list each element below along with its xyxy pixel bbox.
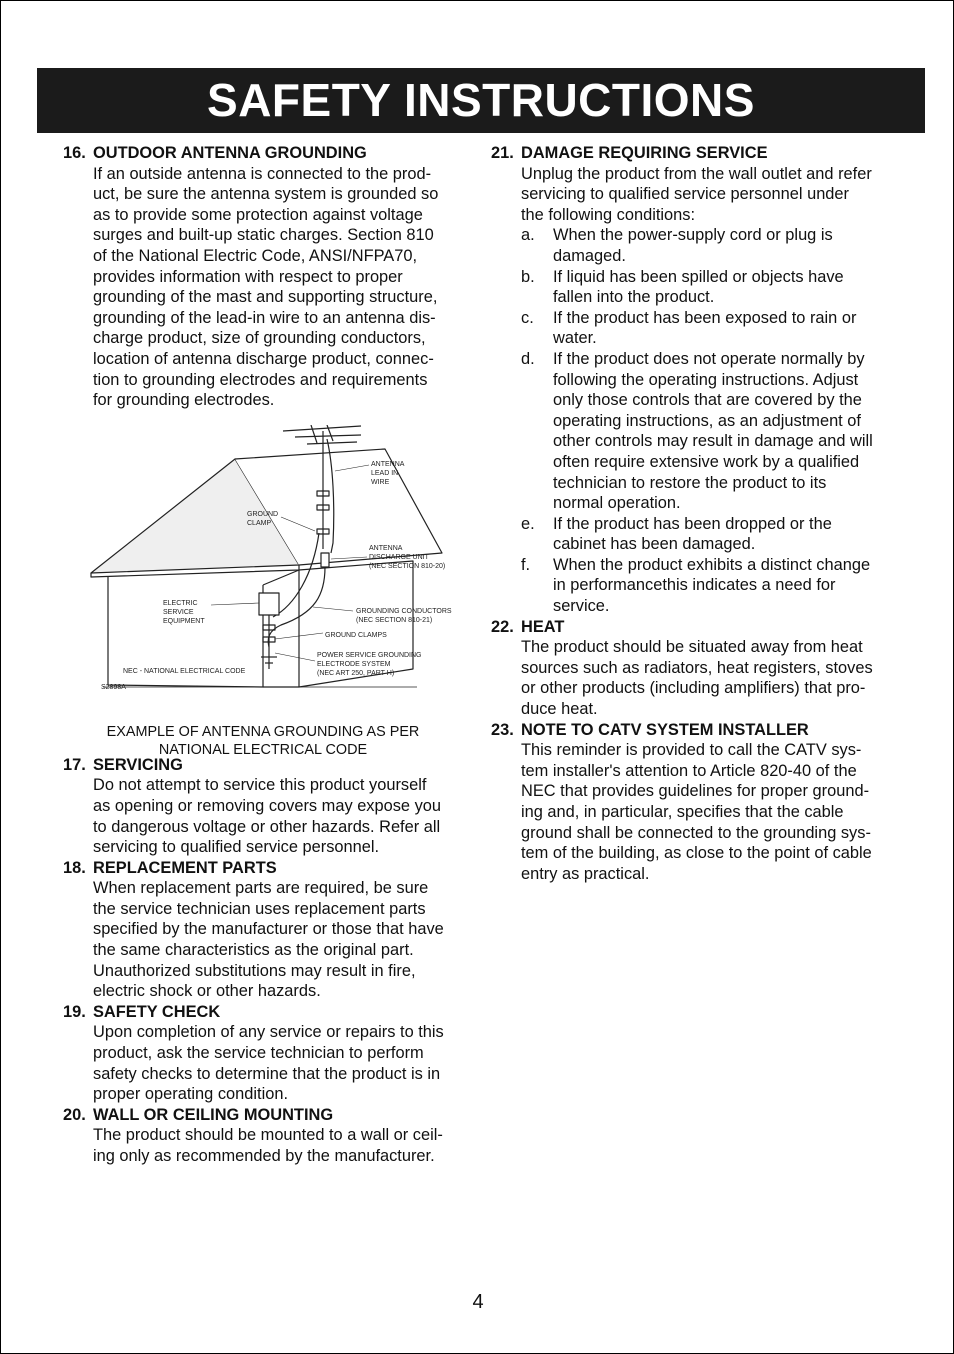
text-line: the following conditions: bbox=[521, 205, 696, 224]
section-20 bbox=[63, 1105, 463, 1167]
text-line: The product should be mounted to a wall or ceil- bbox=[93, 1126, 443, 1145]
label-ground-clamps: GROUND CLAMPS bbox=[325, 631, 387, 639]
list-item-c bbox=[521, 308, 893, 349]
section-title: SERVICING bbox=[93, 755, 183, 774]
section-heading bbox=[63, 858, 463, 879]
section-heading bbox=[491, 720, 893, 741]
text-line: NEC that provides guidelines for proper ground- bbox=[521, 782, 870, 801]
section-title: REPLACEMENT PARTS bbox=[93, 858, 277, 877]
text-line: proper operating condition. bbox=[93, 1085, 288, 1104]
text-line: sources such as radiators, heat registers, stoves bbox=[521, 658, 873, 677]
section-heading bbox=[491, 617, 893, 638]
section-number: 16. bbox=[63, 144, 86, 162]
section-number: 23. bbox=[491, 720, 514, 739]
text-line: often require extensive work by a qualified bbox=[553, 452, 860, 471]
list-letter: a. bbox=[521, 226, 535, 245]
section-number: 20. bbox=[63, 1105, 86, 1124]
text-line: servicing to qualified service personnel under bbox=[521, 185, 849, 204]
section-18 bbox=[63, 858, 463, 1002]
list-letter: c. bbox=[521, 308, 534, 327]
page-title: SAFETY INSTRUCTIONS bbox=[207, 74, 755, 126]
section-title: OUTDOOR ANTENNA GROUNDING bbox=[93, 144, 367, 162]
section-16 bbox=[63, 143, 463, 411]
text-line: in performancethis indicates a need for bbox=[553, 576, 836, 595]
text-line: This reminder is provided to call the CATV sys- bbox=[521, 741, 862, 760]
text-line: If the product has been dropped or the bbox=[553, 514, 832, 533]
label-discharge-unit: ANTENNA DISCHARGE UNIT (NEC SECTION 810-20) bbox=[369, 544, 446, 570]
figure-caption bbox=[63, 723, 463, 759]
list-item-d bbox=[521, 349, 893, 514]
section-number: 22. bbox=[491, 617, 514, 636]
text-line: of the National Electric Code, ANSI/NFPA70, bbox=[93, 246, 418, 265]
section-22 bbox=[491, 617, 893, 720]
list-text bbox=[553, 514, 893, 555]
section-title: HEAT bbox=[521, 617, 565, 636]
text-line: ing only as recommended by the manufacturer. bbox=[93, 1147, 435, 1165]
text-line: to dangerous voltage or other hazards. Refer all bbox=[93, 817, 441, 836]
text-line: When the power-supply cord or plug is bbox=[553, 226, 833, 245]
text-line: ing and, in particular, specifies that the cable bbox=[521, 803, 844, 821]
text-line: uct, be sure the antenna system is grounded so bbox=[93, 185, 439, 204]
section-body bbox=[93, 164, 463, 411]
label-power-service: POWER SERVICE GROUNDING ELECTRODE SYSTEM (NEC ART 250, PART H) bbox=[317, 651, 422, 677]
text-line: the same characteristics as the original part. bbox=[93, 941, 414, 960]
text-line: for grounding electrodes. bbox=[93, 391, 275, 410]
text-line: normal operation. bbox=[553, 494, 681, 513]
label-electric-service: ELECTRIC SERVICE EQUIPMENT bbox=[163, 599, 205, 625]
list-letter: f. bbox=[521, 555, 531, 574]
text-line: Unplug the product from the wall outlet and refer bbox=[521, 164, 872, 183]
text-line: If the product has been exposed to rain or bbox=[553, 308, 857, 327]
text-line: duce heat. bbox=[521, 700, 598, 719]
text-line: fallen into the product. bbox=[553, 288, 715, 307]
text-line: service. bbox=[553, 597, 610, 616]
text-line: If liquid has been spilled or objects have bbox=[553, 267, 844, 286]
list-item-f bbox=[521, 555, 893, 617]
section-heading bbox=[63, 1002, 463, 1023]
section-body bbox=[521, 637, 893, 719]
section-title: NOTE TO CATV SYSTEM INSTALLER bbox=[521, 720, 809, 739]
text-line: water. bbox=[553, 329, 597, 348]
list-text bbox=[553, 308, 893, 349]
section-heading bbox=[63, 1105, 463, 1126]
text-line: only those controls that are covered by the bbox=[553, 391, 862, 410]
text-line: ground shall be connected to the grounding sys- bbox=[521, 823, 871, 842]
text-line: Unauthorized substitutions may result in fire, bbox=[93, 961, 416, 980]
section-number: 18. bbox=[63, 858, 86, 877]
text-line: grounding of the lead-in wire to an antenna dis- bbox=[93, 308, 436, 327]
section-heading bbox=[63, 755, 463, 776]
section-number: 19. bbox=[63, 1002, 86, 1021]
section-number: 17. bbox=[63, 755, 86, 774]
text-line: or other products (including amplifiers) that pro- bbox=[521, 679, 866, 698]
text-line: operating instructions, as an adjustment of bbox=[553, 411, 861, 430]
right-column bbox=[491, 143, 893, 884]
text-line: surges and built-up static charges. Section 810 bbox=[93, 226, 434, 245]
text-line: safety checks to determine that the product is in bbox=[93, 1064, 441, 1083]
list-text bbox=[553, 267, 893, 308]
text-line: as opening or removing covers may expose you bbox=[93, 796, 442, 815]
figure-code: S2898A bbox=[101, 683, 126, 691]
text-line: provides information with respect to proper bbox=[93, 267, 403, 286]
text-line: as to provide some protection against voltage bbox=[93, 205, 423, 224]
text-line: grounding of the mast and supporting structure, bbox=[93, 288, 438, 307]
caption-line: EXAMPLE OF ANTENNA GROUNDING AS PER bbox=[106, 723, 420, 740]
section-17 bbox=[63, 755, 463, 858]
antenna-grounding-figure bbox=[63, 425, 463, 758]
text-line: tem installer's attention to Article 820-40 of the bbox=[521, 761, 857, 780]
text-line: following the operating instructions. Adjust bbox=[553, 370, 859, 389]
text-line: When the product exhibits a distinct change bbox=[553, 555, 871, 574]
text-line: The product should be situated away from heat bbox=[521, 638, 863, 657]
antenna-grounding-diagram bbox=[63, 425, 463, 715]
text-line: other controls may result in damage and will bbox=[553, 432, 873, 451]
list-letter: e. bbox=[521, 514, 535, 533]
title-banner bbox=[37, 68, 925, 133]
text-line: electric shock or other hazards. bbox=[93, 982, 321, 1001]
text-line: tion to grounding electrodes and requirements bbox=[93, 370, 428, 389]
text-line: If an outside antenna is connected to the prod- bbox=[93, 164, 432, 183]
text-line: Do not attempt to service this product yourself bbox=[93, 776, 427, 795]
text-line: specified by the manufacturer or those that have bbox=[93, 920, 444, 939]
text-line: damaged. bbox=[553, 246, 626, 265]
left-column bbox=[63, 143, 463, 1167]
label-nec: NEC - NATIONAL ELECTRICAL CODE bbox=[123, 667, 246, 675]
text-line: charge product, size of grounding conductors, bbox=[93, 329, 426, 348]
label-antenna-lead: ANTENNA LEAD IN WIRE bbox=[371, 460, 405, 486]
section-title: SAFETY CHECK bbox=[93, 1002, 221, 1021]
section-body bbox=[93, 1125, 463, 1166]
caption-line: NATIONAL ELECTRICAL CODE bbox=[158, 741, 368, 758]
label-grounding-conductors: GROUNDING CONDUCTORS (NEC SECTION 810-21) bbox=[356, 607, 452, 624]
section-body bbox=[521, 740, 893, 884]
text-line: cabinet has been damaged. bbox=[553, 535, 756, 554]
list-letter: b. bbox=[521, 267, 535, 286]
list-text bbox=[553, 349, 893, 514]
section-body bbox=[93, 775, 463, 857]
text-line: product, ask the service technician to perform bbox=[93, 1044, 424, 1063]
list-text bbox=[553, 555, 893, 617]
text-line: technician to restore the product to its bbox=[553, 473, 827, 492]
text-line: servicing to qualified service personnel. bbox=[93, 838, 380, 857]
section-title: DAMAGE REQUIRING SERVICE bbox=[521, 144, 768, 162]
page-number: 4 bbox=[472, 1291, 484, 1313]
text-line: tem of the building, as close to the point of cable bbox=[521, 844, 872, 863]
text-line: If the product does not operate normally by bbox=[553, 349, 865, 368]
section-heading bbox=[491, 143, 893, 164]
list-letter: d. bbox=[521, 349, 535, 368]
section-number: 21. bbox=[491, 144, 514, 162]
section-21 bbox=[491, 143, 893, 617]
text-line: the service technician uses replacement parts bbox=[93, 899, 426, 918]
section-body bbox=[521, 164, 893, 617]
text-line: entry as practical. bbox=[521, 864, 650, 883]
list-item-b bbox=[521, 267, 893, 308]
label-ground-clamp: GROUND CLAMP bbox=[247, 510, 279, 527]
list-item-a bbox=[521, 225, 893, 266]
text-line: Upon completion of any service or repairs to this bbox=[93, 1023, 444, 1042]
list-text bbox=[553, 225, 893, 266]
text-line: When replacement parts are required, be sure bbox=[93, 879, 429, 898]
section-19 bbox=[63, 1002, 463, 1105]
section-body bbox=[93, 878, 463, 1002]
section-title: WALL OR CEILING MOUNTING bbox=[93, 1105, 334, 1124]
text-line: location of antenna discharge product, connec- bbox=[93, 349, 434, 368]
section-23 bbox=[491, 720, 893, 885]
list-item-e bbox=[521, 514, 893, 555]
section-heading bbox=[63, 143, 463, 164]
section-body bbox=[93, 1022, 463, 1104]
